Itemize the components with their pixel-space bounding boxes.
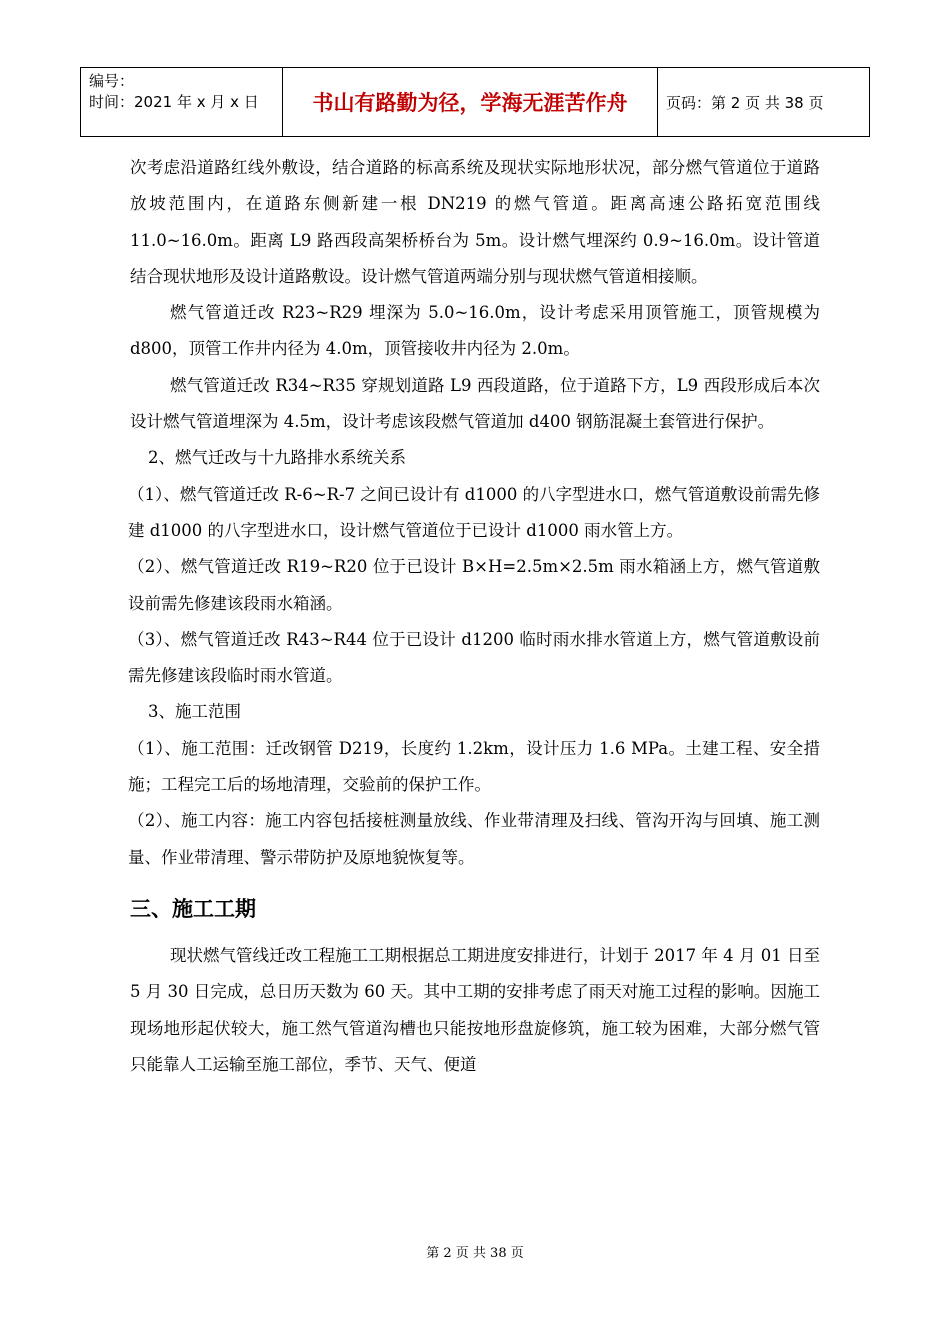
number-label: 编号： bbox=[89, 72, 135, 90]
document-body bbox=[130, 150, 820, 1083]
section-heading: 2、燃气迁改与十九路排水系统关系 bbox=[148, 448, 406, 468]
list-item: （1）、燃气管道迁改 R-6~R-7 之间已设计有 d1000 的八字型进水口，燃气管道敷设前需先修建 d1000 的八字型进水口，设计燃气管道位于已设计 d1000 雨水管上方。 bbox=[128, 484, 820, 540]
paragraph: 现状燃气管线迁改工程施工工期根据总工期进度安排进行，计划于 2017 年 4 月 01 日至 5 月 30 日完成，总日历天数为 60 天。其中工期的安排考虑了雨天对施工过程的影响。因施工现场地形起伏较大，施工然气管道沟槽也只能按地形盘旋修筑，施工较为困难，大部分燃气管只能靠人工运输至施工部位，季节、天气、便道 bbox=[130, 945, 820, 1074]
header-table bbox=[80, 67, 870, 137]
list-item: （1）、施工范围：迁改钢管 D219，长度约 1.2km，设计压力 1.6 MPa。土建工程、安全措施；工程完工后的场地清理，交验前的保护工作。 bbox=[128, 738, 820, 795]
list-item: （2）、施工内容：施工内容包括接桩测量放线、作业带清理及扫线、管沟开沟与回填、施工测量、作业带清理、警示带防护及原地貌恢复等。 bbox=[128, 811, 820, 867]
list-item: （3）、燃气管道迁改 R43~R44 位于已设计 d1200 临时雨水排水管道上方，燃气管道敷设前需先修建该段临时雨水管道。 bbox=[128, 629, 820, 686]
paragraph: 次考虑沿道路红线外敷设，结合道路的标高系统及现状实际地形状况，部分燃气管道位于道路放坡范围内，在道路东侧新建一根 DN219 的燃气管道。距离高速公路拓宽范围线 11.0~16.0m。距离 L9 路西段高架桥桥台为 5m。设计燃气埋深约 0.9~16.0m。设计管道结合现状地形及设计道路敷设。设计燃气管道两端分别与现状燃气管道相接顺。 bbox=[130, 158, 820, 286]
list-item: （2）、燃气管道迁改 R19~R20 位于已设计 B×H=2.5m×2.5m 雨水箱涵上方，燃气管道敷设前需先修建该段雨水箱涵。 bbox=[128, 557, 820, 613]
page-footer: 第 2 页 共 38 页 bbox=[426, 1246, 524, 1261]
chapter-heading: 三、施工工期 bbox=[130, 896, 256, 921]
header-meta bbox=[81, 68, 283, 136]
paragraph: 燃气管道迁改 R23~R29 埋深为 5.0~16.0m，设计考虑采用顶管施工，顶管规模为 d800，顶管工作井内径为 4.0m，顶管接收井内径为 2.0m。 bbox=[130, 303, 820, 359]
header-motto: 书山有路勤为径，学海无涯苦作舟 bbox=[283, 68, 658, 136]
paragraph: 燃气管道迁改 R34~R35 穿规划道路 L9 西段道路，位于道路下方，L9 西段形成后本次设计燃气管道埋深为 4.5m，设计考虑该段燃气管道加 d400 钢筋混凝土套管进行保护。 bbox=[130, 375, 820, 432]
header-page-info: 页码：第 2 页 共 38 页 bbox=[666, 93, 824, 112]
time-label: 时间：2021 年 x 月 x 日 bbox=[89, 93, 259, 111]
section-heading: 3、施工范围 bbox=[148, 702, 241, 722]
